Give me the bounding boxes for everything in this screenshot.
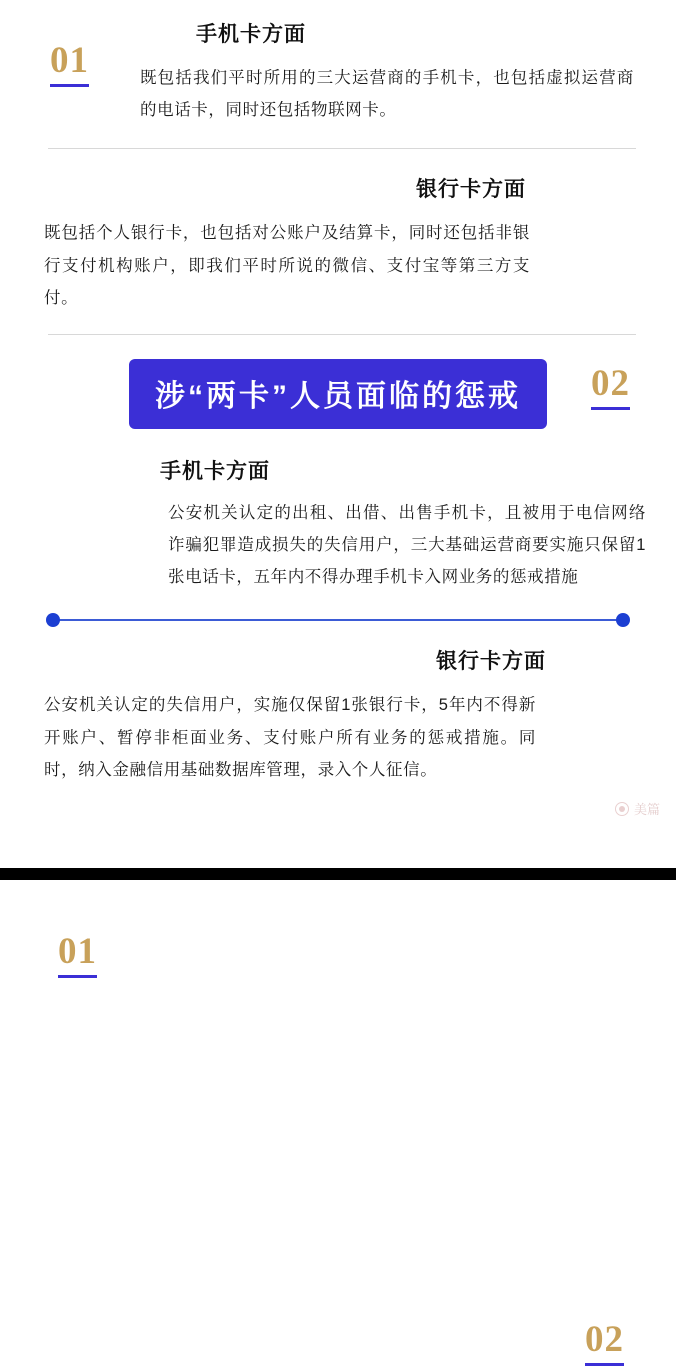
section-mobile-card-scope bbox=[0, 0, 676, 149]
penalty-heading-mobile-card: 手机卡方面 bbox=[160, 459, 270, 483]
section-heading-mobile-card: 手机卡方面 bbox=[196, 23, 306, 46]
section-body-mobile-card: 既包括我们平时所用的三大运营商的手机卡，也包括虚拟运营商的电话卡，同时还包括物联网卡。 bbox=[140, 69, 634, 120]
divider-dot-left bbox=[46, 613, 60, 627]
watermark-logo-icon bbox=[615, 802, 629, 816]
bottom-bar bbox=[0, 868, 676, 880]
section-divider-2 bbox=[48, 334, 636, 335]
penalty-number-02: 02 bbox=[585, 1321, 624, 1366]
banner-title: 涉“两卡”人员面临的惩戒 bbox=[129, 359, 547, 429]
section-heading-bank-card: 银行卡方面 bbox=[416, 178, 526, 202]
section-number-02: 02 bbox=[591, 365, 630, 410]
watermark bbox=[615, 799, 660, 818]
section-number-01: 01 bbox=[50, 42, 89, 87]
section-divider-dotted bbox=[46, 613, 630, 627]
penalty-number-01: 01 bbox=[58, 933, 97, 978]
divider-bar bbox=[53, 619, 623, 621]
banner-container bbox=[0, 359, 676, 429]
penalty-body-mobile-card: 公安机关认定的出租、出借、出售手机卡，且被用于电信网络诈骗犯罪造成损失的失信用户，三大基础运营商要实施只保留1张电话卡，五年内不得办理手机卡入网业务的惩戒措施 bbox=[168, 503, 646, 587]
penalty-body-bank-card: 公安机关认定的失信用户，实施仅保留1张银行卡，5年内不得新开账户、暂停非柜面业务、支付账户所有业务的惩戒措施。同时，纳入金融信用基础数据库管理，录入个人征信。 bbox=[44, 696, 536, 779]
watermark-label: 美篇 bbox=[633, 802, 660, 817]
section-divider-1 bbox=[48, 148, 636, 149]
divider-dot-right bbox=[616, 613, 630, 627]
penalty-heading-bank-card: 银行卡方面 bbox=[436, 650, 546, 674]
section-body-bank-card: 既包括个人银行卡，也包括对公账户及结算卡，同时还包括非银行支付机构账户，即我们平时所说的微信、支付宝等第三方支付。 bbox=[44, 224, 530, 307]
